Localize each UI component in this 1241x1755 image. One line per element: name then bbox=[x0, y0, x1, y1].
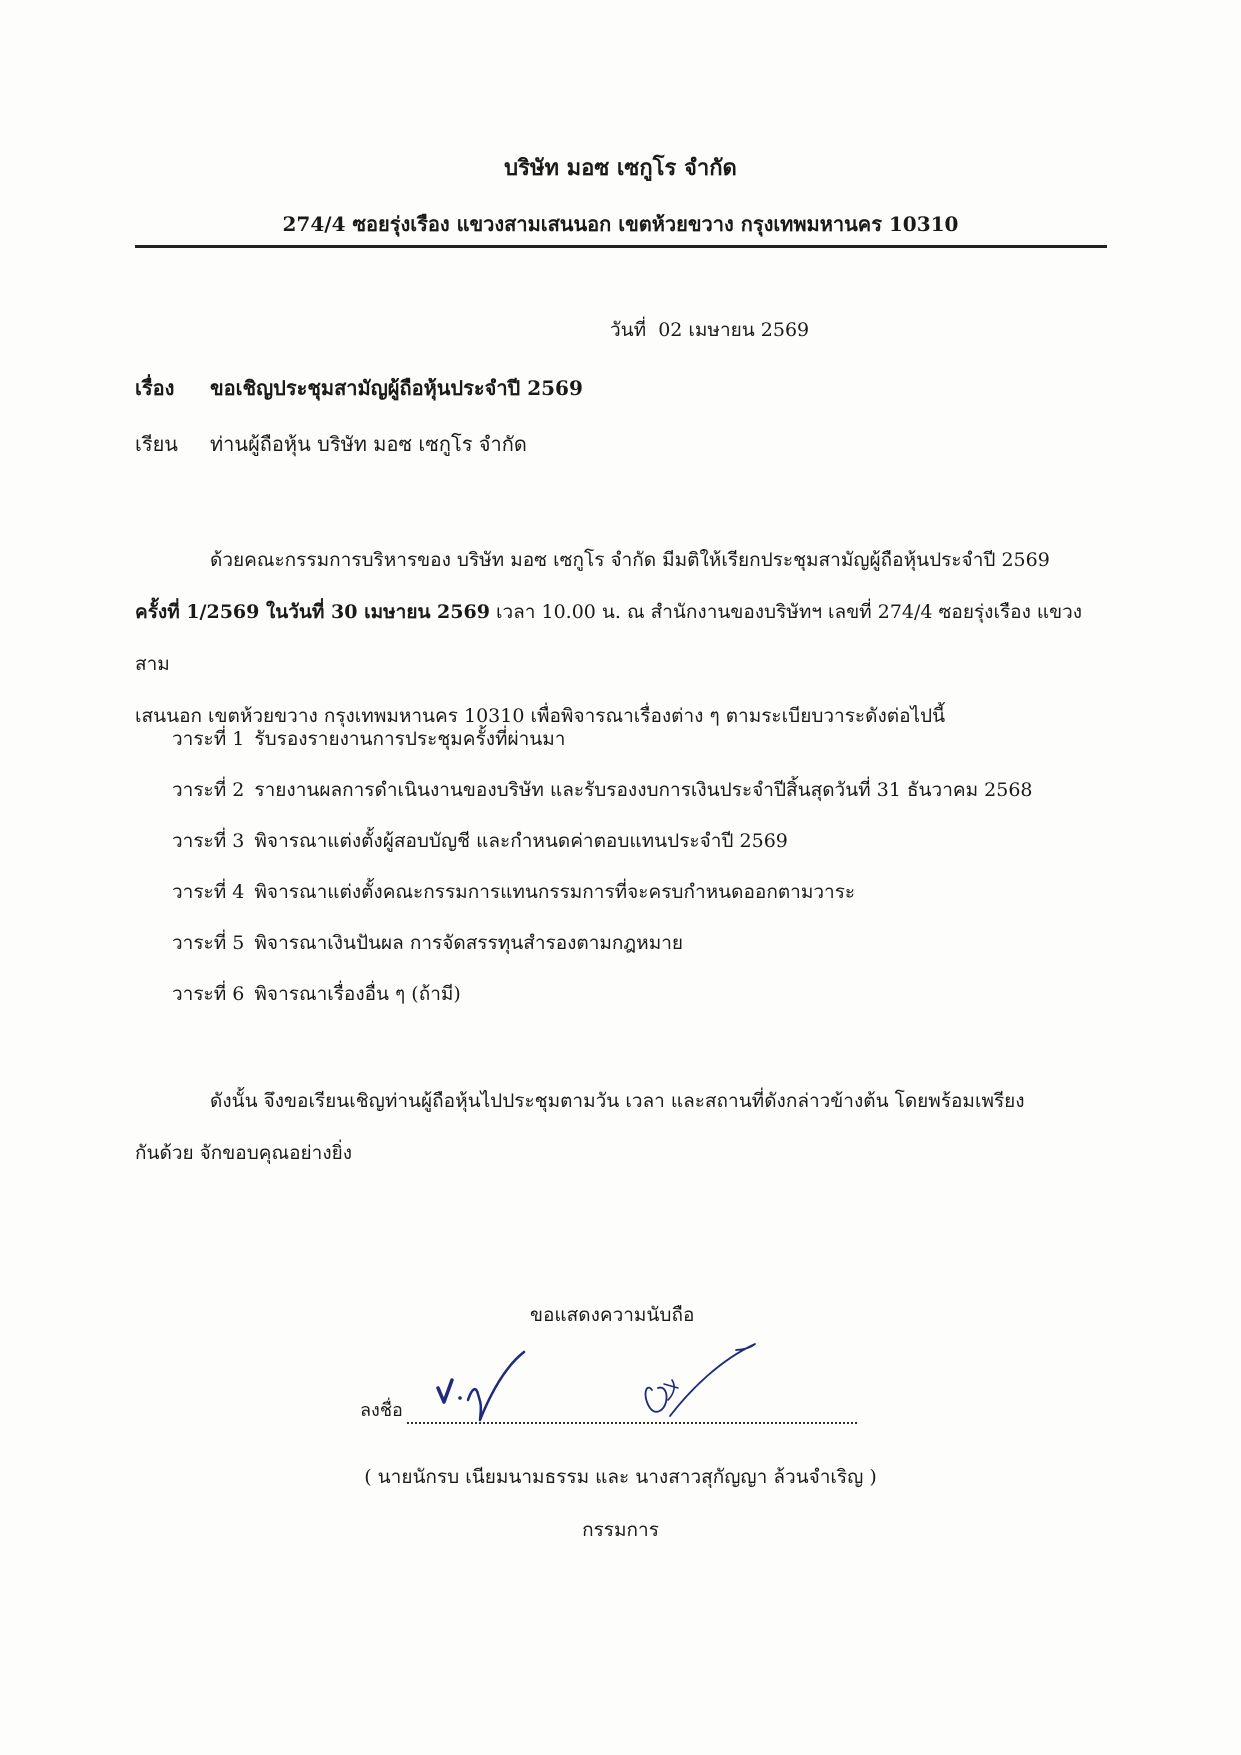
agenda-list bbox=[172, 714, 1033, 1020]
paragraph-line: ดังนั้น จึงขอเรียนเชิญท่านผู้ถือหุ้นไปประชุมตามวัน เวลา และสถานที่ดังกล่าวข้างต้น โดยพร้อมเพรียง bbox=[210, 1090, 1025, 1112]
agenda-number: วาระที่ 6 bbox=[172, 983, 245, 1005]
agenda-number: วาระที่ 5 bbox=[172, 932, 245, 954]
company-name: บริษัท มอซ เซกูโร จำกัด bbox=[504, 155, 737, 181]
signature-dotted-line bbox=[407, 1402, 857, 1424]
agenda-text: พิจารณาแต่งตั้งคณะกรรมการแทนกรรมการที่จะครบกำหนดออกตามวาระ bbox=[254, 881, 856, 903]
agenda-text: รายงานผลการดำเนินงานของบริษัท และรับรองงบการเงินประจำปีสิ้นสุดวันที่ 31 ธันวาคม 2568 bbox=[254, 779, 1033, 801]
recipient-text: ท่านผู้ถือหุ้น บริษัท มอซ เซกูโร จำกัด bbox=[210, 432, 527, 456]
date-value: 02 เมษายน 2569 bbox=[658, 319, 810, 341]
paragraph-line: ด้วยคณะกรรมการบริหารของ บริษัท มอซ เซกูโร จำกัด มีมติให้เรียกประชุมสามัญผู้ถือหุ้นประจำปี 2569 bbox=[210, 549, 1050, 571]
subject-text: ขอเชิญประชุมสามัญผู้ถือหุ้นประจำปี 2569 bbox=[210, 376, 583, 400]
agenda-item bbox=[172, 816, 1033, 867]
agenda-text: พิจารณาแต่งตั้งผู้สอบบัญชี และกำหนดค่าตอบแทนประจำปี 2569 bbox=[254, 830, 788, 852]
agenda-item bbox=[172, 969, 1033, 1020]
recipient-label: เรียน bbox=[135, 432, 178, 456]
subject-label: เรื่อง bbox=[135, 376, 175, 400]
agenda-text: รับรองรายงานการประชุมครั้งที่ผ่านมา bbox=[254, 728, 566, 750]
invitation-paragraph bbox=[135, 534, 1095, 742]
agenda-number: วาระที่ 4 bbox=[172, 881, 245, 903]
signer-title: กรรมการ bbox=[582, 1519, 659, 1541]
closing-salutation: ขอแสดงความนับถือ bbox=[530, 1304, 695, 1326]
meeting-details-bold: ครั้งที่ 1/2569 ในวันที่ 30 เมษายน 2569 bbox=[135, 601, 490, 623]
agenda-item bbox=[172, 714, 1033, 765]
company-address: 274/4 ซอยรุ่งเรือง แขวงสามเสนนอก เขตห้วยขวาง กรุงเทพมหานคร 10310 bbox=[282, 212, 959, 236]
paragraph-line: เสนนอก เขตห้วยขวาง กรุงเทพมหานคร 10310 เพื่อพิจารณาเรื่องต่าง ๆ ตามระเบียบวาระดังต่อไปนี้ bbox=[135, 705, 946, 727]
date-label: วันที่ bbox=[610, 319, 647, 341]
agenda-item bbox=[172, 918, 1033, 969]
paragraph-line bbox=[135, 586, 1095, 690]
signer-names: ( นายนักรบ เนียมนามธรรม และ นางสาวสุกัญญา ล้วนจำเริญ ) bbox=[364, 1466, 877, 1488]
agenda-item bbox=[172, 765, 1033, 816]
signature-line bbox=[360, 1395, 857, 1424]
agenda-item bbox=[172, 867, 1033, 918]
closing-paragraph bbox=[135, 1075, 1095, 1179]
header-divider bbox=[135, 245, 1107, 248]
agenda-number: วาระที่ 1 bbox=[172, 728, 245, 750]
subject-row bbox=[135, 372, 583, 404]
agenda-text: พิจารณาเรื่องอื่น ๆ (ถ้ามี) bbox=[254, 983, 461, 1005]
recipient-row bbox=[135, 428, 527, 460]
paragraph-line: กันด้วย จักขอบคุณอย่างยิ่ง bbox=[135, 1142, 353, 1164]
agenda-number: วาระที่ 3 bbox=[172, 830, 245, 852]
signature-label: ลงชื่อ bbox=[360, 1400, 403, 1421]
signature-stroke bbox=[664, 1384, 678, 1388]
meeting-details-rest: เวลา 10.00 น. ณ สำนักงานของบริษัทฯ เลขที่ 274/4 ซอยรุ่งเรือง แขวงสาม bbox=[135, 601, 1083, 675]
agenda-number: วาระที่ 2 bbox=[172, 779, 245, 801]
agenda-text: พิจารณาเงินปันผล การจัดสรรทุนสำรองตามกฎหมาย bbox=[254, 932, 684, 954]
letter-date bbox=[610, 315, 821, 345]
